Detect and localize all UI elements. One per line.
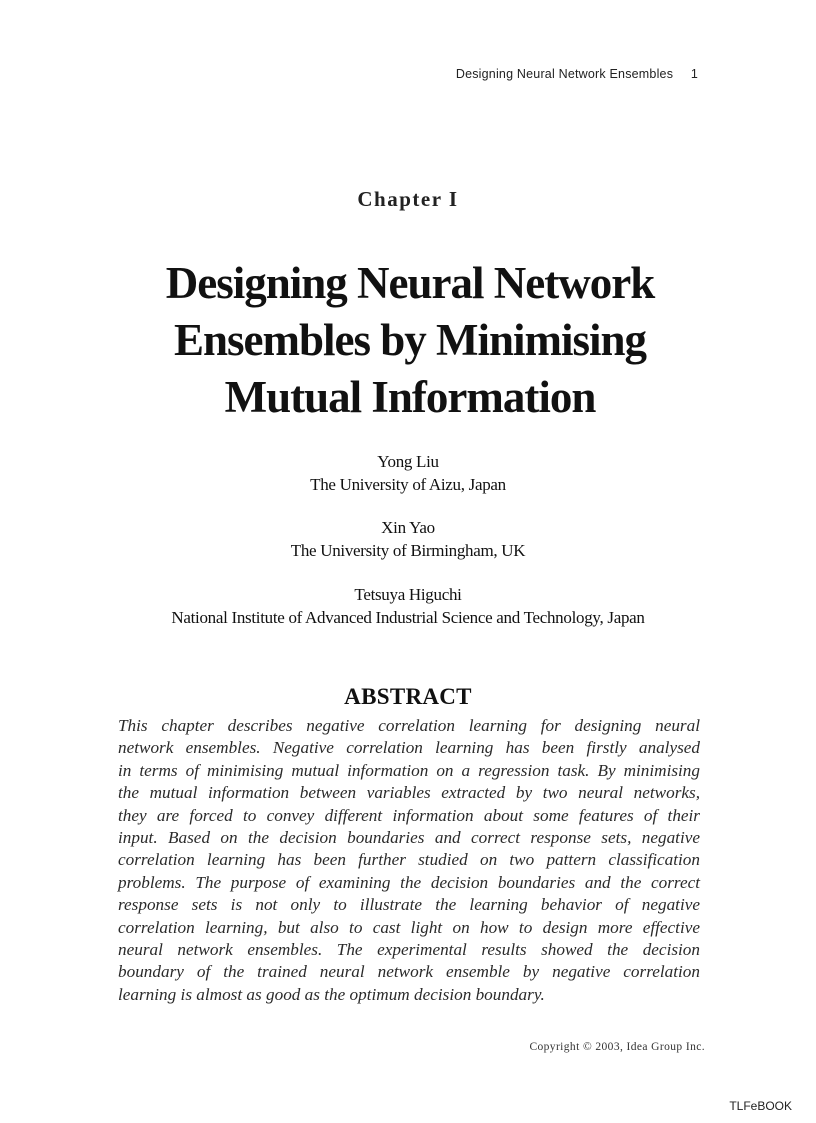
title-line: Ensembles by Minimising <box>173 315 647 365</box>
page-number: 1 <box>690 67 698 81</box>
abstract-line: response sets is not only to illustrate the learning behavior of negative <box>118 895 700 915</box>
author-block <box>0 450 816 496</box>
abstract-body <box>118 715 700 1006</box>
abstract-line: the mutual information between variables extracted by two neural networks, <box>118 783 700 803</box>
author-affiliation: The University of Birmingham, UK <box>290 541 526 560</box>
chapter-title <box>60 255 760 426</box>
title-line: Designing Neural Network <box>165 258 655 308</box>
author-name: Tetsuya Higuchi <box>354 585 462 604</box>
abstract-line: they are forced to convey different information about some features of their <box>118 805 700 825</box>
abstract-line: learning is almost as good as the optimum decision boundary. <box>118 984 545 1004</box>
chapter-label: Chapter I <box>357 187 459 211</box>
abstract-line: network ensembles. Negative correlation learning has been firstly analysed <box>118 738 700 758</box>
author-affiliation: The University of Aizu, Japan <box>310 475 506 494</box>
abstract-line: correlation learning, but also to cast light on how to design more effective <box>118 917 700 937</box>
running-header <box>456 67 698 81</box>
author-block <box>0 516 816 562</box>
title-line: Mutual Information <box>224 372 596 422</box>
author-name: Yong Liu <box>377 452 439 471</box>
abstract-line: This chapter describes negative correlation learning for designing neural <box>118 716 700 735</box>
author-name: Xin Yao <box>381 518 435 537</box>
abstract-line: correlation learning has been further studied on two pattern classification <box>118 850 700 870</box>
abstract-line: problems. The purpose of examining the decision boundaries and the correct <box>118 872 700 892</box>
abstract-line: input. Based on the decision boundaries and correct response sets, negative <box>118 828 700 848</box>
author-affiliation: National Institute of Advanced Industrial Science and Technology, Japan <box>171 608 645 627</box>
copyright-notice: Copyright © 2003, Idea Group Inc. <box>529 1041 705 1053</box>
author-block <box>0 583 816 629</box>
abstract-heading: ABSTRACT <box>344 684 472 709</box>
running-title: Designing Neural Network Ensembles <box>455 67 674 81</box>
abstract-line: neural network ensembles. The experimental results showed the decision <box>118 940 700 960</box>
watermark: TLFeBOOK <box>729 1099 792 1113</box>
abstract-line: boundary of the trained neural network ensemble by negative correlation <box>118 962 700 982</box>
abstract-line: in terms of minimising mutual information on a regression task. By minimising <box>118 760 700 780</box>
